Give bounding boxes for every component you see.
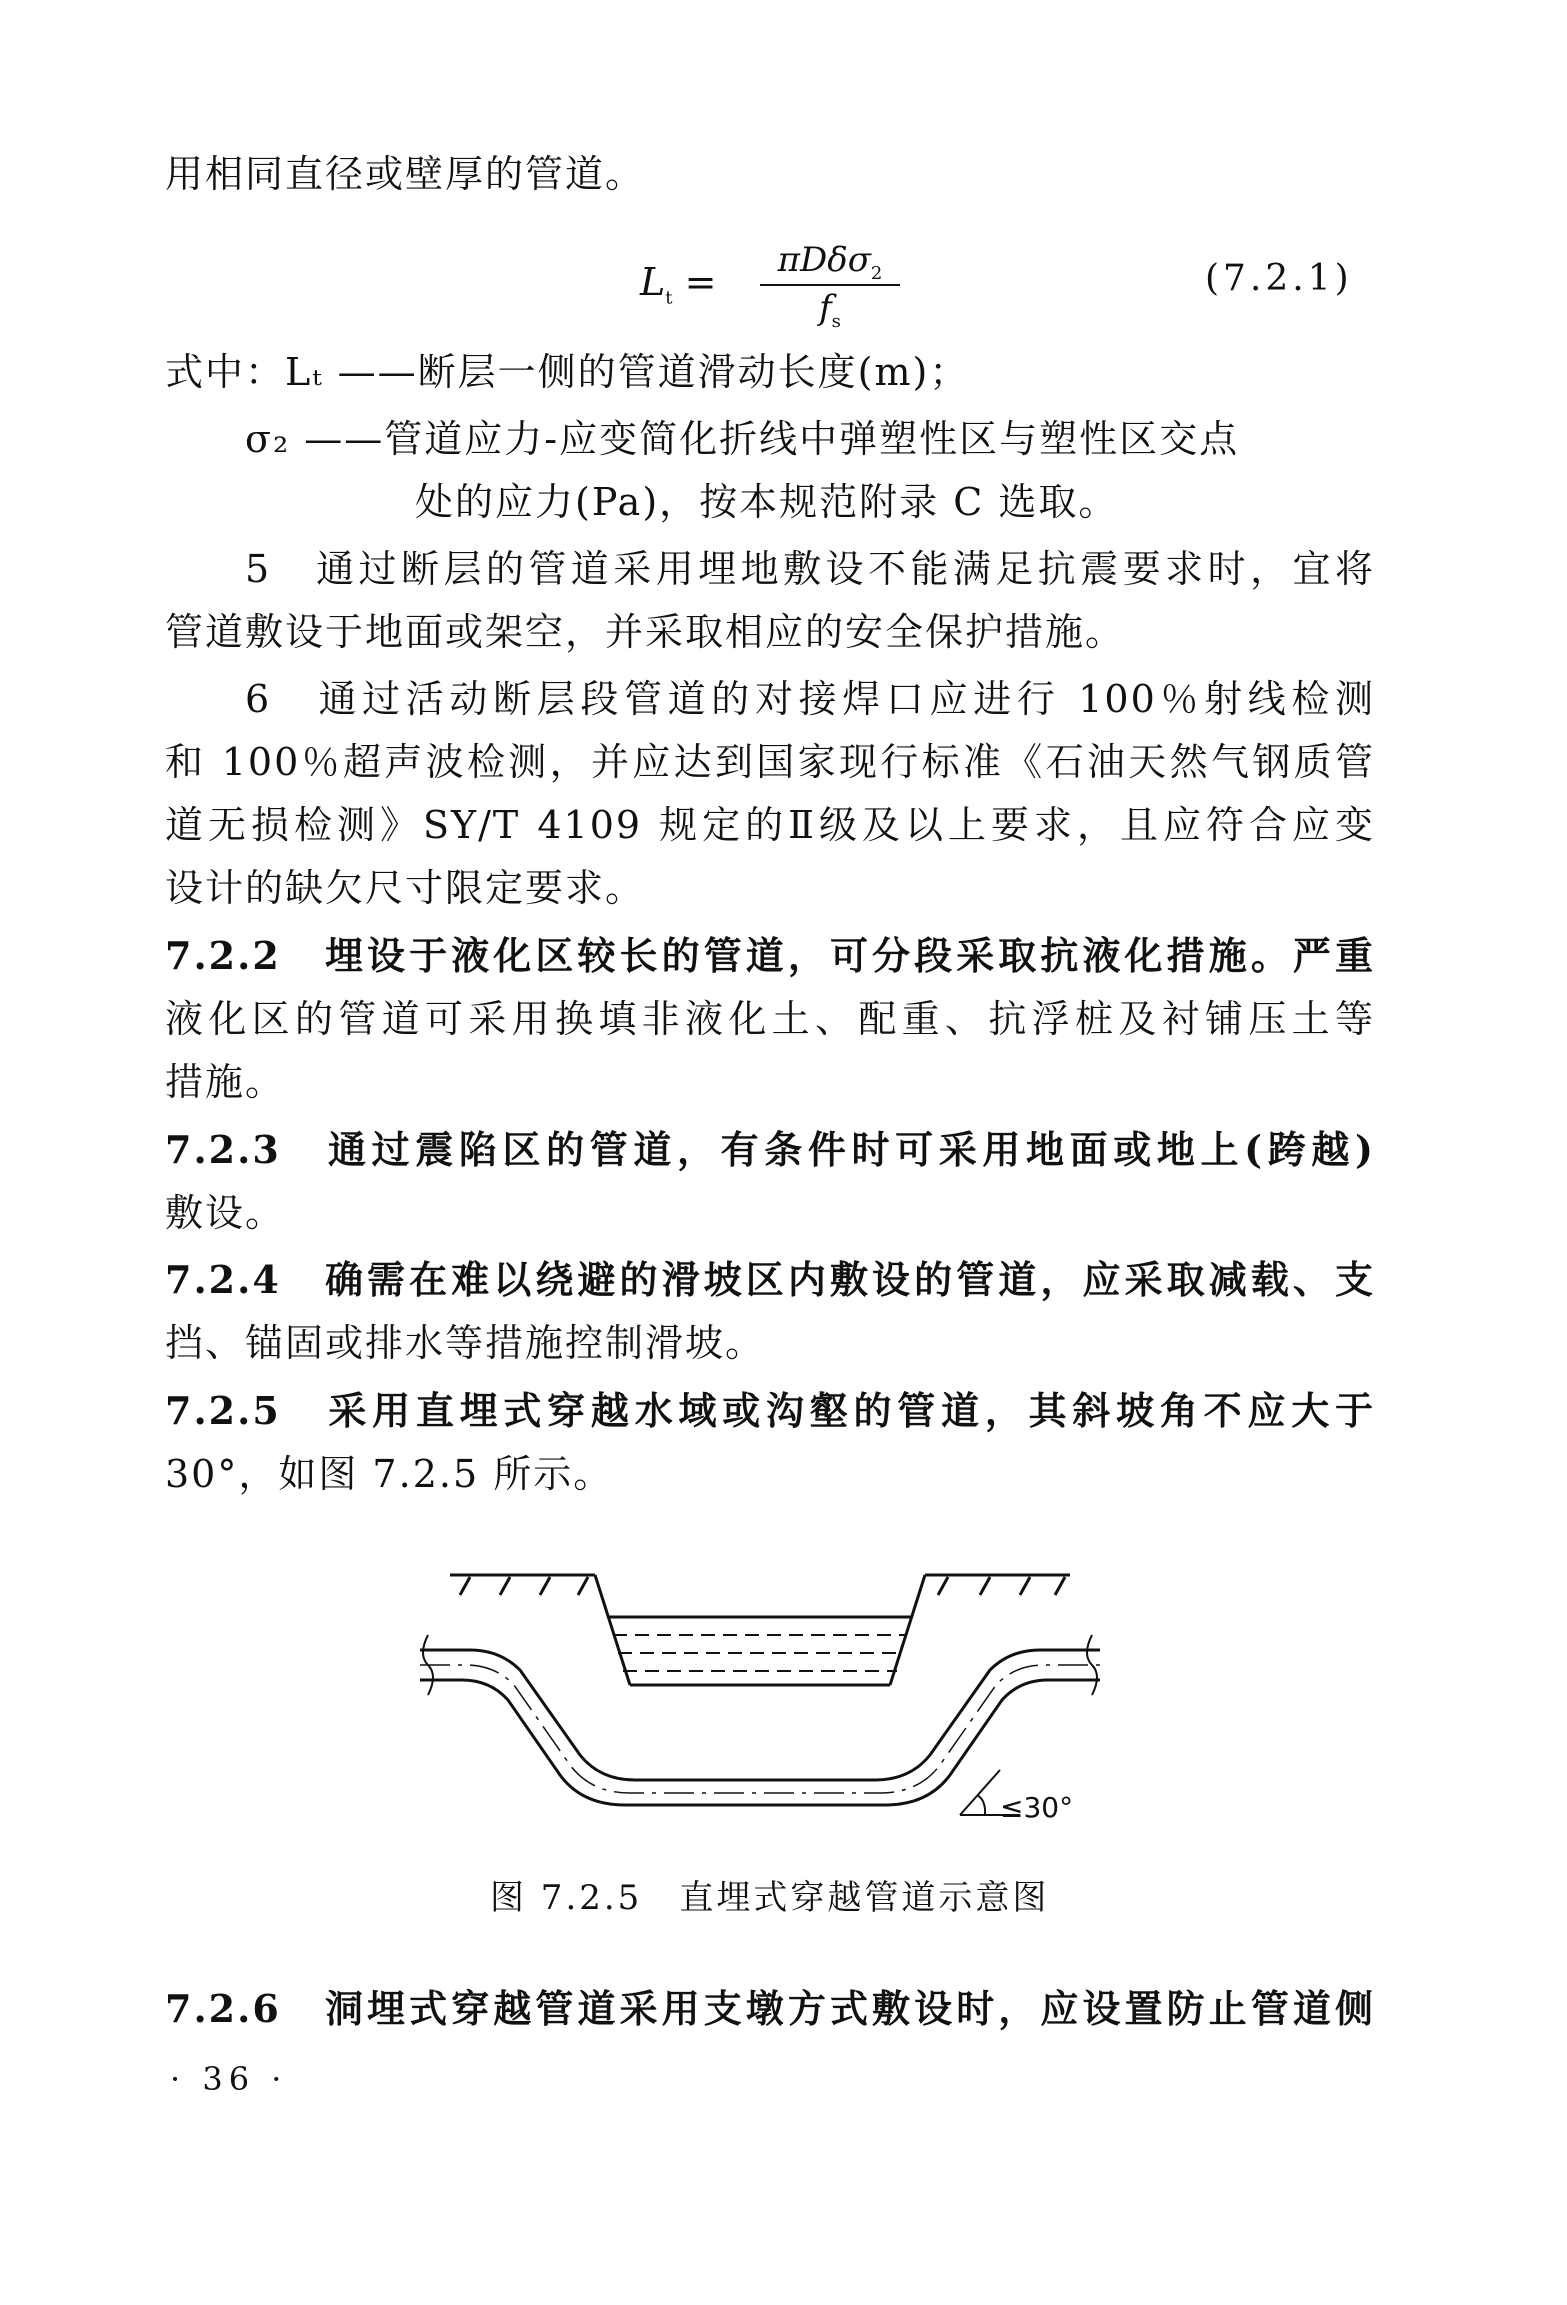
item-6-line-4: 设计的缺欠尺寸限定要求。: [165, 866, 646, 910]
text-line-1: 用相同直径或壁厚的管道。: [165, 152, 646, 196]
sigma-definition-cont: 处的应力(Pa)，按本规范附录 C 选取。: [415, 480, 1119, 524]
formula-lhs: $L_t$ =: [640, 260, 717, 309]
formula-numerator: πDδσ$_2$: [777, 240, 883, 284]
item-5-line-2: 管道敷设于地面或架空，并采取相应的安全保护措施。: [165, 610, 1126, 654]
section-7-2-2-line-1: 7.2.2 埋设于液化区较长的管道，可分段采取抗液化措施。严重: [165, 933, 1375, 978]
where-line: 式中：Lₜ ——断层一侧的管道滑动长度(m)；: [165, 350, 970, 394]
item-6-line-2: 和 100％超声波检测，并应达到国家现行标准《石油天然气钢质管: [165, 740, 1375, 784]
water-channel: [595, 1575, 925, 1685]
item-6-line-1: 6 通过活动断层段管道的对接焊口应进行 100％射线检测: [245, 677, 1375, 721]
item-5-line-1: 5 通过断层的管道采用埋地敷设不能满足抗震要求时，宜将: [245, 547, 1375, 591]
equation-number: (7.2.1): [1205, 258, 1353, 299]
figure-caption: 图 7.2.5 直埋式穿越管道示意图: [490, 1878, 1050, 1918]
formula-denominator: $f_s$: [819, 288, 841, 332]
section-7-2-3-line-1: 7.2.3 通过震陷区的管道，有条件时可采用地面或地上(跨越): [165, 1127, 1375, 1172]
sigma-definition-line: σ₂ ——管道应力-应变简化折线中弹塑性区与塑性区交点: [245, 417, 1240, 461]
formula-7-2-1: [640, 240, 980, 335]
section-7-2-3-line-2: 敷设。: [165, 1191, 286, 1235]
fraction-bar: [760, 284, 900, 286]
water-dashes: [613, 1635, 907, 1671]
angle-label: ≤30°: [1000, 1791, 1074, 1824]
section-7-2-5-line-2: 30°，如图 7.2.5 所示。: [165, 1452, 614, 1496]
ground-surface-right: [925, 1575, 1070, 1595]
pipeline: [420, 1650, 1100, 1805]
ground-surface-left: [450, 1575, 595, 1595]
crossing-pipeline-figure: [400, 1555, 1120, 1855]
section-7-2-5-line-1: 7.2.5 采用直埋式穿越水域或沟壑的管道，其斜坡角不应大于: [165, 1388, 1375, 1433]
section-7-2-2-line-3: 措施。: [165, 1060, 286, 1104]
item-6-line-3: 道无损检测》SY/T 4109 规定的Ⅱ级及以上要求，且应符合应变: [165, 803, 1375, 847]
break-symbol-right: [1087, 1635, 1097, 1695]
section-7-2-4-line-1: 7.2.4 确需在难以绕避的滑坡区内敷设的管道，应采取减载、支: [165, 1257, 1375, 1302]
page-number: · 36 ·: [170, 2060, 288, 2098]
section-7-2-2-line-2: 液化区的管道可采用换填非液化土、配重、抗浮桩及衬铺压土等: [165, 997, 1375, 1041]
section-7-2-4-line-2: 挡、锚固或排水等措施控制滑坡。: [165, 1321, 766, 1365]
section-7-2-6-line-1: 7.2.6 洞埋式穿越管道采用支墩方式敷设时，应设置防止管道侧: [165, 1986, 1375, 2031]
